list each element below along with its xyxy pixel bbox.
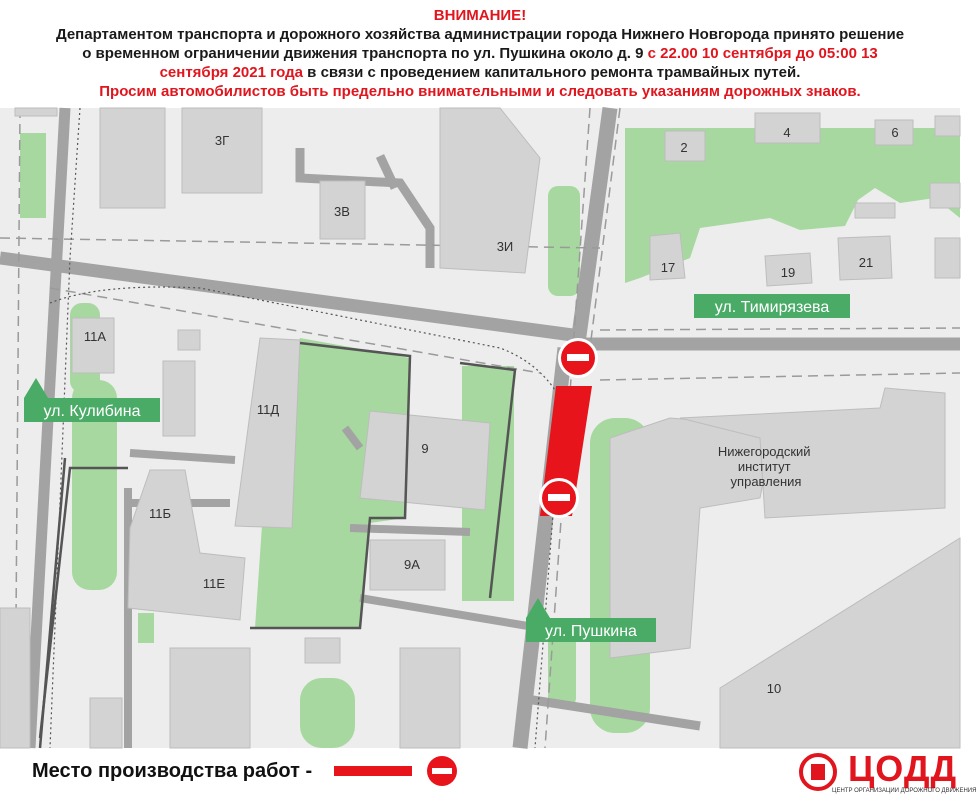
building-sw-4: [305, 638, 340, 663]
notice-line-3-dates: сентября 2021 года: [159, 64, 304, 81]
building-ne-3: [855, 203, 895, 218]
building-ne: [935, 116, 960, 136]
logo-emblem: [798, 752, 838, 792]
park-small-1: [138, 613, 154, 643]
notice-line-1: Департаментом транспорта и дорожного хозяйства администрации города Нижнего Новгорода принято решение: [55, 26, 905, 43]
building-s-1: [400, 648, 460, 748]
label-10: 10: [766, 681, 782, 696]
pushkina-label: ул. Пушкина: [545, 623, 637, 640]
building-nw-2: [100, 108, 165, 208]
park-pushkina-north: [548, 186, 580, 296]
park-south: [300, 678, 355, 748]
label-9: 9: [421, 441, 429, 456]
notice-header: [0, 0, 960, 108]
legend-label: Место производства работ -: [32, 760, 313, 782]
legend-symbols: [334, 756, 464, 788]
notice-line-2-dates: с 22.00 10 сентября до 05:00 13: [643, 45, 878, 62]
label-9a: 9А: [404, 557, 420, 572]
label-3g: 3Г: [214, 133, 230, 148]
notice-line-3-text: в связи с проведением капитального ремонта трамвайных путей.: [303, 64, 801, 81]
label-4: 4: [783, 125, 791, 140]
kulibina-label: ул. Кулибина: [43, 403, 141, 420]
label-21: 21: [858, 255, 874, 270]
label-11e: 11Е: [202, 576, 226, 591]
notice-line-2: [0, 44, 960, 63]
label-19: 19: [780, 265, 796, 280]
map: [0, 108, 960, 748]
notice-title: ВНИМАНИЕ!: [433, 7, 527, 24]
logo-name: ЦОДД: [848, 748, 958, 789]
timiryazeva-label: ул. Тимирязева: [714, 299, 830, 316]
building-nw-1: [15, 108, 57, 116]
building-11a: [72, 318, 114, 373]
building-9: [360, 411, 490, 510]
park-left-top: [20, 133, 46, 218]
building-small-2: [163, 361, 195, 436]
label-11a: 11А: [83, 329, 107, 344]
building-3g: [182, 108, 262, 193]
building-sw-2: [90, 698, 122, 748]
building-sw-3: [170, 648, 250, 748]
notice-line-4: Просим автомобилистов быть предельно внимательными и следовать указаниям дорожных знаков.: [99, 83, 861, 100]
notice-line-3: [0, 63, 960, 82]
logo-subtitle: ЦЕНТР ОРГАНИЗАЦИИ ДОРОЖНОГО ДВИЖЕНИЯ: [832, 788, 976, 794]
legend-no-entry-bar: [432, 768, 452, 774]
label-11b: 11Б: [148, 506, 172, 521]
no-entry-sign-north: [558, 338, 598, 378]
institute-line-2: институт: [737, 459, 791, 474]
notice-line-2-text: о временном ограничении движения транспорта по ул. Пушкина около д. 9: [82, 45, 644, 62]
building-ne-4: [935, 238, 960, 278]
building-ne-2: [930, 183, 960, 208]
legend-closure-bar: [334, 766, 412, 776]
label-17: 17: [660, 260, 676, 275]
building-sw-1: [0, 608, 30, 748]
building-small-1: [178, 330, 200, 350]
label-6: 6: [891, 125, 899, 140]
logo-center: [811, 764, 825, 780]
institute-line-1: Нижегородский: [717, 444, 811, 459]
label-2: 2: [680, 140, 688, 155]
institute-line-3: управления: [730, 474, 802, 489]
no-entry-south-bar: [548, 494, 570, 501]
label-3i: 3И: [496, 239, 514, 254]
no-entry-sign-south: [539, 478, 579, 518]
label-3v: 3В: [334, 204, 350, 219]
label-11d: 11Д: [256, 402, 280, 417]
no-entry-north-bar: [567, 354, 589, 361]
